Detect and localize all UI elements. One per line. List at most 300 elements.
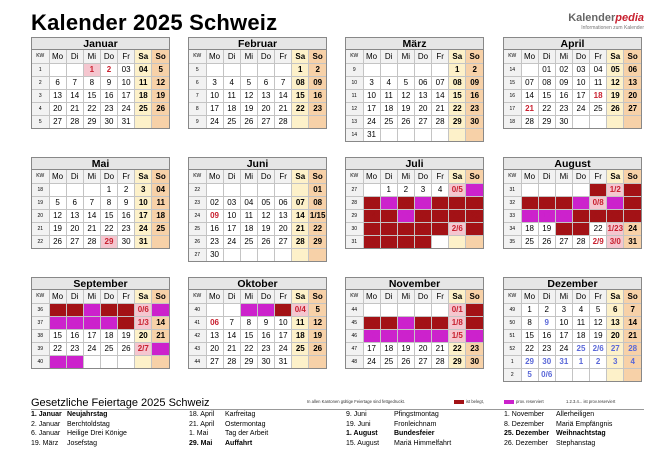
day-cell[interactable]: 9 — [100, 76, 117, 89]
day-cell[interactable]: 09 — [555, 76, 572, 89]
day-cell[interactable]: 01 — [49, 303, 66, 316]
day-cell[interactable]: 11 — [572, 316, 589, 329]
day-cell[interactable]: 15 — [83, 89, 100, 102]
day-cell[interactable] — [555, 183, 572, 196]
day-cell[interactable]: 6 — [257, 76, 274, 89]
day-cell[interactable] — [521, 63, 538, 76]
day-cell[interactable]: 30 — [206, 248, 223, 261]
day-cell[interactable]: 2 — [538, 303, 555, 316]
day-cell[interactable] — [275, 248, 292, 261]
day-cell[interactable]: 06 — [275, 196, 292, 209]
day-cell[interactable]: 23 — [397, 222, 414, 235]
day-cell[interactable]: 12 — [118, 316, 135, 329]
day-cell[interactable]: 4 — [380, 76, 397, 89]
day-cell[interactable]: 06 — [624, 63, 641, 76]
day-cell[interactable]: 20 — [555, 222, 572, 235]
day-cell[interactable]: 11 — [223, 89, 240, 102]
day-cell[interactable]: 24 — [363, 355, 380, 368]
day-cell[interactable]: 18 — [572, 329, 589, 342]
day-cell[interactable]: 1 — [521, 303, 538, 316]
day-cell[interactable]: 04 — [590, 63, 607, 76]
day-cell[interactable]: 22 — [380, 222, 397, 235]
day-cell[interactable]: 1/3 — [135, 316, 152, 329]
kalenderpedia-logo[interactable] — [568, 12, 644, 31]
day-cell[interactable]: 6 — [66, 196, 83, 209]
day-cell[interactable]: 30 — [100, 115, 117, 128]
day-cell[interactable]: 13 — [624, 76, 641, 89]
day-cell[interactable]: 12 — [309, 316, 326, 329]
day-cell[interactable]: 6 — [607, 303, 624, 316]
day-cell[interactable]: 3 — [206, 76, 223, 89]
day-cell[interactable]: 1/8 — [449, 316, 466, 329]
day-cell[interactable] — [240, 63, 257, 76]
day-cell[interactable]: 11 — [380, 89, 397, 102]
day-cell[interactable]: 17 — [363, 102, 380, 115]
day-cell[interactable]: 20 — [66, 222, 83, 235]
day-cell[interactable]: 29 — [83, 115, 100, 128]
day-cell[interactable]: 18 — [240, 222, 257, 235]
day-cell[interactable]: 07 — [432, 316, 449, 329]
day-cell[interactable]: 7 — [275, 76, 292, 89]
day-cell[interactable]: 30 — [555, 115, 572, 128]
day-cell[interactable] — [275, 63, 292, 76]
day-cell[interactable]: 19 — [590, 329, 607, 342]
day-cell[interactable]: 13 — [414, 329, 431, 342]
day-cell[interactable]: 08 — [49, 316, 66, 329]
day-cell[interactable]: 30 — [118, 235, 135, 248]
day-cell[interactable]: 25 — [135, 102, 152, 115]
day-cell[interactable] — [206, 63, 223, 76]
day-cell[interactable] — [380, 303, 397, 316]
day-cell[interactable]: 10 — [363, 89, 380, 102]
day-cell[interactable]: 04 — [100, 303, 117, 316]
day-cell[interactable]: 26 — [538, 235, 555, 248]
day-cell[interactable]: 03 — [83, 303, 100, 316]
day-cell[interactable]: 25 — [380, 355, 397, 368]
day-cell[interactable]: 04 — [135, 63, 152, 76]
day-cell[interactable]: 11 — [292, 316, 309, 329]
day-cell[interactable]: 1 — [100, 183, 117, 196]
day-cell[interactable]: 27 — [414, 355, 431, 368]
day-cell[interactable]: 18 — [432, 209, 449, 222]
day-cell[interactable]: 7 — [66, 76, 83, 89]
day-cell[interactable]: 1/2 — [607, 183, 624, 196]
day-cell[interactable] — [466, 128, 483, 141]
day-cell[interactable]: 14 — [432, 89, 449, 102]
day-cell[interactable]: 11 — [152, 196, 169, 209]
day-cell[interactable]: 27 — [257, 115, 274, 128]
day-cell[interactable]: 18 — [292, 329, 309, 342]
day-cell[interactable]: 24 — [572, 102, 589, 115]
day-cell[interactable]: 22 — [538, 102, 555, 115]
day-cell[interactable]: 0/8 — [590, 196, 607, 209]
day-cell[interactable]: 31 — [275, 355, 292, 368]
day-cell[interactable]: 09 — [397, 196, 414, 209]
day-cell[interactable]: 16 — [66, 329, 83, 342]
day-cell[interactable]: 07 — [521, 76, 538, 89]
day-cell[interactable]: 29 — [449, 355, 466, 368]
day-cell[interactable]: 30 — [66, 355, 83, 368]
day-cell[interactable]: 4 — [223, 76, 240, 89]
day-cell[interactable]: 24 — [206, 115, 223, 128]
day-cell[interactable]: 0/6 — [538, 368, 555, 381]
day-cell[interactable]: 21 — [83, 222, 100, 235]
day-cell[interactable]: 07 — [292, 196, 309, 209]
day-cell[interactable]: 25 — [292, 342, 309, 355]
day-cell[interactable] — [49, 183, 66, 196]
day-cell[interactable]: 22 — [100, 222, 117, 235]
day-cell[interactable]: 23 — [206, 235, 223, 248]
day-cell[interactable]: 26 — [397, 355, 414, 368]
day-cell[interactable]: 13 — [466, 196, 483, 209]
day-cell[interactable]: 1/23 — [607, 224, 624, 233]
day-cell[interactable]: 28 — [292, 235, 309, 248]
day-cell[interactable] — [538, 183, 555, 196]
day-cell[interactable]: 10 — [206, 89, 223, 102]
day-cell[interactable]: 28 — [66, 115, 83, 128]
day-cell[interactable]: 14 — [572, 209, 589, 222]
day-cell[interactable]: 07 — [363, 196, 380, 209]
day-cell[interactable]: 01 — [240, 303, 257, 316]
day-cell[interactable] — [590, 368, 607, 381]
day-cell[interactable]: 14 — [624, 316, 641, 329]
day-cell[interactable] — [257, 183, 274, 196]
day-cell[interactable] — [449, 128, 466, 141]
day-cell[interactable]: 2 — [100, 63, 117, 76]
day-cell[interactable]: 1 — [292, 63, 309, 76]
day-cell[interactable]: 5 — [590, 303, 607, 316]
day-cell[interactable] — [624, 115, 641, 128]
day-cell[interactable]: 8 — [521, 316, 538, 329]
day-cell[interactable] — [572, 368, 589, 381]
day-cell[interactable]: 19 — [49, 222, 66, 235]
day-cell[interactable]: 16 — [555, 89, 572, 102]
day-cell[interactable]: 17 — [363, 342, 380, 355]
day-cell[interactable]: 2/7 — [135, 342, 152, 355]
day-cell[interactable] — [49, 63, 66, 76]
day-cell[interactable] — [135, 115, 152, 128]
day-cell[interactable]: 4 — [624, 355, 641, 368]
day-cell[interactable]: 21 — [521, 102, 538, 115]
day-cell[interactable]: 03 — [275, 303, 292, 316]
day-cell[interactable]: 5 — [49, 196, 66, 209]
day-cell[interactable]: 27 — [206, 355, 223, 368]
day-cell[interactable]: 14 — [152, 316, 169, 329]
day-cell[interactable] — [292, 355, 309, 368]
day-cell[interactable]: 24 — [363, 115, 380, 128]
day-cell[interactable]: 17 — [135, 209, 152, 222]
day-cell[interactable] — [432, 235, 449, 248]
day-cell[interactable]: 17 — [223, 222, 240, 235]
day-cell[interactable]: 12 — [538, 209, 555, 222]
day-cell[interactable]: 02 — [66, 303, 83, 316]
day-cell[interactable]: 16 — [607, 209, 624, 222]
day-cell[interactable]: 06 — [414, 316, 431, 329]
day-cell[interactable]: 04 — [152, 183, 169, 196]
day-cell[interactable]: 5 — [309, 303, 326, 316]
day-cell[interactable]: 09 — [466, 316, 483, 329]
day-cell[interactable]: 18 — [135, 89, 152, 102]
day-cell[interactable]: 25 — [240, 235, 257, 248]
day-cell[interactable]: 26 — [309, 342, 326, 355]
day-cell[interactable] — [100, 355, 117, 368]
day-cell[interactable] — [309, 248, 326, 261]
day-cell[interactable]: 29 — [521, 355, 538, 368]
day-cell[interactable]: 22 — [590, 222, 607, 235]
day-cell[interactable]: 10 — [572, 76, 589, 89]
day-cell[interactable]: 0/5 — [449, 183, 466, 196]
day-cell[interactable]: 15 — [521, 329, 538, 342]
day-cell[interactable] — [607, 368, 624, 381]
day-cell[interactable]: 12 — [49, 209, 66, 222]
day-cell[interactable]: 29 — [309, 235, 326, 248]
day-cell[interactable]: 22 — [83, 102, 100, 115]
day-cell[interactable]: 24 — [275, 342, 292, 355]
day-cell[interactable] — [414, 63, 431, 76]
day-cell[interactable] — [309, 115, 326, 128]
day-cell[interactable]: 20 — [414, 102, 431, 115]
day-cell[interactable] — [449, 235, 466, 248]
day-cell[interactable] — [397, 303, 414, 316]
day-cell[interactable]: 26 — [607, 102, 624, 115]
day-cell[interactable]: 5 — [397, 76, 414, 89]
day-cell[interactable]: 10 — [414, 196, 431, 209]
day-cell[interactable]: 3/0 — [607, 235, 624, 248]
day-cell[interactable]: 29 — [449, 115, 466, 128]
day-cell[interactable]: 31 — [118, 115, 135, 128]
day-cell[interactable]: 09 — [607, 196, 624, 209]
day-cell[interactable]: 2/9 — [590, 235, 607, 248]
day-cell[interactable] — [223, 183, 240, 196]
day-cell[interactable] — [555, 368, 572, 381]
day-cell[interactable] — [432, 303, 449, 316]
day-cell[interactable]: 01 — [590, 183, 607, 196]
day-cell[interactable]: 8 — [83, 76, 100, 89]
day-cell[interactable]: 7 — [624, 303, 641, 316]
day-cell[interactable]: 30 — [397, 235, 414, 248]
day-cell[interactable]: 6 — [49, 76, 66, 89]
day-cell[interactable]: 09 — [66, 316, 83, 329]
day-cell[interactable]: 19 — [538, 222, 555, 235]
day-cell[interactable]: 19 — [118, 329, 135, 342]
day-cell[interactable] — [521, 183, 538, 196]
day-cell[interactable]: 02 — [206, 196, 223, 209]
day-cell[interactable]: 02 — [466, 303, 483, 316]
day-cell[interactable]: 11 — [240, 209, 257, 222]
day-cell[interactable] — [66, 183, 83, 196]
day-cell[interactable]: 27 — [49, 115, 66, 128]
day-cell[interactable]: 9 — [257, 316, 274, 329]
day-cell[interactable]: 28 — [363, 235, 380, 248]
day-cell[interactable]: 10 — [275, 316, 292, 329]
day-cell[interactable]: 13 — [414, 89, 431, 102]
day-cell[interactable]: 2/6 — [590, 342, 607, 355]
day-cell[interactable]: 20 — [624, 89, 641, 102]
day-cell[interactable]: 2 — [397, 183, 414, 196]
day-cell[interactable]: 25 — [590, 102, 607, 115]
day-cell[interactable]: 3 — [363, 76, 380, 89]
day-cell[interactable]: 14 — [363, 209, 380, 222]
day-cell[interactable]: 29 — [380, 235, 397, 248]
day-cell[interactable]: 26 — [49, 235, 66, 248]
day-cell[interactable]: 25 — [521, 235, 538, 248]
day-cell[interactable]: 09 — [309, 76, 326, 89]
day-cell[interactable]: 17 — [555, 329, 572, 342]
day-cell[interactable]: 17 — [83, 329, 100, 342]
day-cell[interactable]: 13 — [49, 89, 66, 102]
day-cell[interactable]: 12 — [607, 76, 624, 89]
day-cell[interactable]: 13 — [206, 329, 223, 342]
day-cell[interactable]: 19 — [240, 102, 257, 115]
day-cell[interactable]: 14 — [66, 89, 83, 102]
day-cell[interactable]: 8 — [240, 316, 257, 329]
day-cell[interactable]: 29 — [49, 355, 66, 368]
day-cell[interactable] — [432, 63, 449, 76]
day-cell[interactable]: 10 — [83, 316, 100, 329]
day-cell[interactable]: 9 — [538, 316, 555, 329]
day-cell[interactable]: 18 — [590, 89, 607, 102]
day-cell[interactable]: 29 — [100, 235, 117, 248]
day-cell[interactable]: 15 — [590, 209, 607, 222]
day-cell[interactable]: 07 — [152, 303, 169, 316]
day-cell[interactable]: 20 — [257, 102, 274, 115]
day-cell[interactable]: 03 — [223, 196, 240, 209]
day-cell[interactable]: 23 — [257, 342, 274, 355]
day-cell[interactable]: 15 — [292, 89, 309, 102]
day-cell[interactable]: 19 — [607, 89, 624, 102]
day-cell[interactable]: 22 — [449, 342, 466, 355]
day-cell[interactable]: 24 — [83, 342, 100, 355]
day-cell[interactable]: 14 — [275, 89, 292, 102]
day-cell[interactable]: 23 — [538, 342, 555, 355]
day-cell[interactable]: 30 — [466, 115, 483, 128]
day-cell[interactable]: 20 — [607, 329, 624, 342]
day-cell[interactable]: 19 — [257, 222, 274, 235]
day-cell[interactable]: 22 — [49, 342, 66, 355]
day-cell[interactable]: 03 — [363, 316, 380, 329]
day-cell[interactable] — [572, 115, 589, 128]
day-cell[interactable]: 24 — [118, 102, 135, 115]
day-cell[interactable]: 24 — [624, 222, 641, 235]
day-cell[interactable]: 01 — [309, 183, 326, 196]
day-cell[interactable]: 10 — [555, 316, 572, 329]
day-cell[interactable]: 16 — [206, 222, 223, 235]
day-cell[interactable] — [624, 368, 641, 381]
day-cell[interactable]: 18 — [100, 329, 117, 342]
day-cell[interactable]: 2 — [590, 355, 607, 368]
day-cell[interactable]: 04 — [380, 316, 397, 329]
day-cell[interactable]: 03 — [624, 183, 641, 196]
day-cell[interactable]: 27 — [466, 222, 483, 235]
day-cell[interactable]: 23 — [466, 102, 483, 115]
day-cell[interactable]: 24 — [223, 235, 240, 248]
day-cell[interactable]: 17 — [414, 209, 431, 222]
day-cell[interactable]: 7 — [223, 316, 240, 329]
day-cell[interactable]: 28 — [521, 115, 538, 128]
day-cell[interactable]: 28 — [152, 342, 169, 355]
day-cell[interactable]: 29 — [240, 355, 257, 368]
day-cell[interactable]: 12 — [397, 89, 414, 102]
day-cell[interactable]: 1/15 — [309, 211, 326, 220]
day-cell[interactable] — [466, 235, 483, 248]
day-cell[interactable]: 31 — [363, 128, 380, 141]
day-cell[interactable]: 0/1 — [449, 303, 466, 316]
day-cell[interactable]: 3 — [414, 183, 431, 196]
day-cell[interactable]: 31 — [555, 355, 572, 368]
day-cell[interactable]: 09 — [206, 209, 223, 222]
day-cell[interactable]: 3 — [607, 355, 624, 368]
day-cell[interactable]: 04 — [240, 196, 257, 209]
day-cell[interactable]: 05 — [118, 303, 135, 316]
day-cell[interactable]: 14 — [521, 89, 538, 102]
day-cell[interactable]: 25 — [432, 222, 449, 235]
day-cell[interactable]: 1 — [83, 63, 100, 76]
day-cell[interactable] — [432, 128, 449, 141]
day-cell[interactable]: 31 — [624, 235, 641, 248]
day-cell[interactable]: 02 — [555, 63, 572, 76]
day-cell[interactable] — [152, 355, 169, 368]
day-cell[interactable]: 19 — [397, 342, 414, 355]
day-cell[interactable]: 16 — [118, 209, 135, 222]
day-cell[interactable] — [363, 183, 380, 196]
day-cell[interactable]: 23 — [66, 342, 83, 355]
day-cell[interactable]: 21 — [66, 102, 83, 115]
day-cell[interactable]: 08 — [449, 76, 466, 89]
day-cell[interactable]: 03 — [572, 63, 589, 76]
day-cell[interactable]: 30 — [466, 355, 483, 368]
day-cell[interactable]: 3 — [555, 303, 572, 316]
day-cell[interactable]: 1 — [449, 63, 466, 76]
day-cell[interactable]: 13 — [66, 209, 83, 222]
day-cell[interactable]: 5 — [521, 368, 538, 381]
day-cell[interactable]: 10 — [118, 76, 135, 89]
day-cell[interactable]: 21 — [432, 102, 449, 115]
day-cell[interactable]: 11 — [590, 76, 607, 89]
day-cell[interactable]: 22 — [521, 342, 538, 355]
day-cell[interactable]: 26 — [118, 342, 135, 355]
day-cell[interactable]: 27 — [275, 235, 292, 248]
day-cell[interactable]: 06 — [555, 196, 572, 209]
day-cell[interactable]: 21 — [432, 342, 449, 355]
day-cell[interactable]: 08 — [292, 76, 309, 89]
day-cell[interactable]: 24 — [414, 222, 431, 235]
day-cell[interactable]: 02 — [257, 303, 274, 316]
day-cell[interactable]: 29 — [538, 115, 555, 128]
day-cell[interactable] — [206, 183, 223, 196]
day-cell[interactable]: 31 — [135, 235, 152, 248]
day-cell[interactable]: 22 — [240, 342, 257, 355]
day-cell[interactable]: 14 — [83, 209, 100, 222]
day-cell[interactable]: 11 — [100, 316, 117, 329]
day-cell[interactable]: 17 — [206, 102, 223, 115]
day-cell[interactable]: 12 — [240, 89, 257, 102]
day-cell[interactable]: 23 — [309, 102, 326, 115]
day-cell[interactable]: 25 — [100, 342, 117, 355]
day-cell[interactable]: 4 — [432, 183, 449, 196]
day-cell[interactable]: 13 — [555, 209, 572, 222]
day-cell[interactable]: 18 — [380, 102, 397, 115]
day-cell[interactable] — [414, 303, 431, 316]
day-cell[interactable]: 08 — [380, 196, 397, 209]
day-cell[interactable] — [240, 248, 257, 261]
day-cell[interactable] — [397, 63, 414, 76]
day-cell[interactable] — [414, 128, 431, 141]
day-cell[interactable]: 25 — [380, 115, 397, 128]
day-cell[interactable]: 09 — [466, 76, 483, 89]
day-cell[interactable]: 05 — [538, 196, 555, 209]
day-cell[interactable]: 13 — [275, 209, 292, 222]
day-cell[interactable]: 26 — [240, 115, 257, 128]
